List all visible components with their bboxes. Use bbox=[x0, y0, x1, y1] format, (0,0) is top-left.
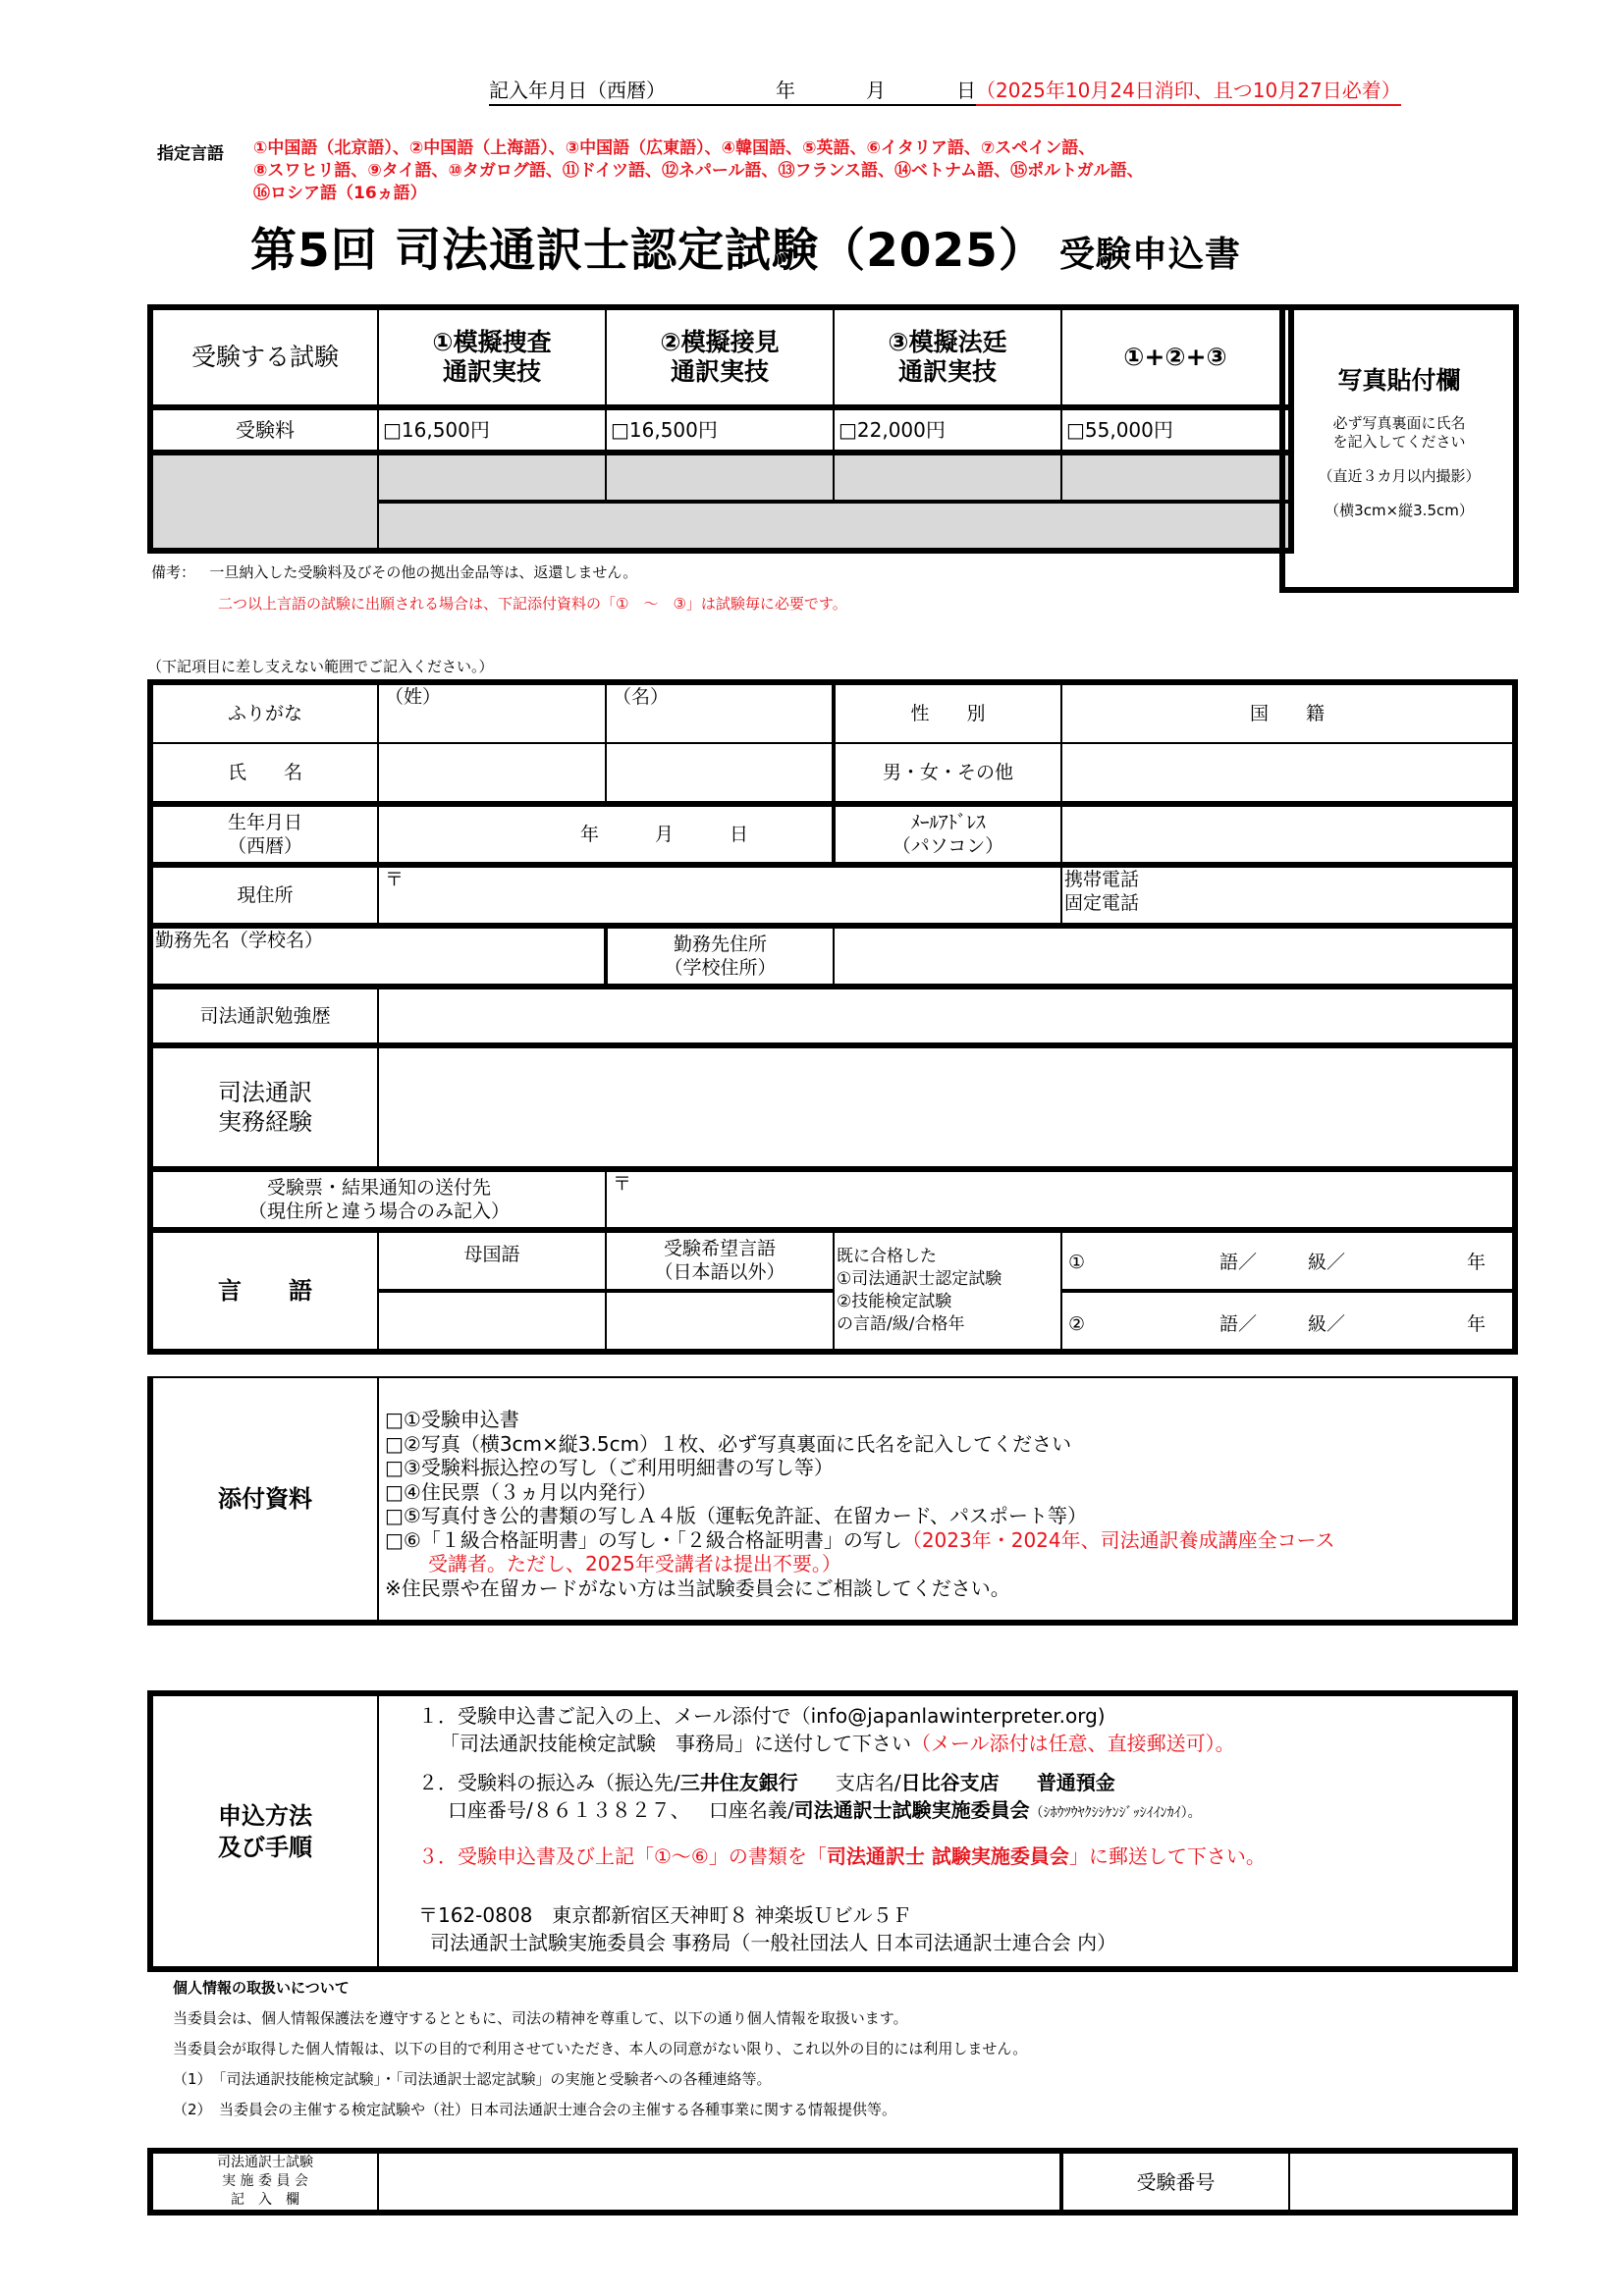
experience-field[interactable] bbox=[378, 1045, 1515, 1169]
entry-date-field[interactable] bbox=[489, 79, 976, 106]
step-3-text-end: 」に郵送して下さい。 bbox=[1068, 1844, 1266, 1868]
phone-field[interactable] bbox=[1061, 865, 1515, 926]
fee-checkbox-1[interactable]: □16,500円 bbox=[378, 407, 606, 453]
passed-row-year: 年 bbox=[1467, 1313, 1487, 1335]
exam-gray-cell bbox=[834, 453, 1061, 502]
email-label bbox=[834, 804, 1061, 865]
branch-label: 支店名/ bbox=[835, 1771, 901, 1794]
email-field[interactable] bbox=[1061, 804, 1515, 865]
employer-label: 勤務先名（学校名） bbox=[155, 930, 324, 951]
account-name: 司法通訳士試験実施委員会 bbox=[793, 1798, 1030, 1822]
office-label-line3: 記 入 欄 bbox=[231, 2192, 299, 2208]
exam-option-3-line1: ③模擬法廷 bbox=[888, 328, 1007, 356]
gender-label: 性 別 bbox=[834, 682, 1061, 743]
procedure-label-line1: 申込方法 bbox=[218, 1801, 312, 1830]
attachment-6-red-note-cont: 受講者。ただし、2025年受講者は提出不要。） bbox=[428, 1552, 841, 1575]
step-1-line1: １．受験申込書ご記入の上、メール添付で（info@japanlawinterpreter.org) bbox=[418, 1704, 1106, 1728]
entry-year-label: 年 bbox=[776, 79, 795, 102]
bank-name: 三井住友銀行 bbox=[679, 1771, 798, 1794]
exam-option-3[interactable] bbox=[834, 307, 1061, 407]
step-2-text: ２．受験料の振込み（振込先/ bbox=[418, 1771, 680, 1794]
address-label: 現住所 bbox=[150, 865, 378, 926]
employer-address-label-line1: 勤務先住所 bbox=[673, 934, 767, 955]
exam-gray-cell bbox=[378, 453, 606, 502]
exam-option-3-line2: 通訳実技 bbox=[897, 357, 997, 386]
furigana-surname-field[interactable] bbox=[378, 682, 606, 743]
passed-exam-row-2[interactable] bbox=[1061, 1291, 1515, 1352]
study-history-field[interactable] bbox=[378, 987, 1515, 1045]
passed-exams-label bbox=[834, 1230, 1061, 1352]
mailing-address-field[interactable] bbox=[606, 1169, 1515, 1230]
exam-option-all[interactable] bbox=[1061, 307, 1291, 407]
passed-row-grade: 級／ bbox=[1308, 1252, 1346, 1273]
exam-number-label: 受験番号 bbox=[1061, 2151, 1289, 2213]
exam-selection-table bbox=[147, 304, 1294, 554]
designated-languages-label: 指定言語 bbox=[157, 144, 224, 164]
attachments-list bbox=[378, 1377, 1515, 1623]
desired-language-line1: 受験希望言語 bbox=[663, 1238, 776, 1259]
attachment-checkbox-3[interactable]: □③受験料振込控の写し（ご利用明細書の写し等） bbox=[385, 1456, 834, 1479]
designated-languages-line: ①中国語（北京語）、②中国語（上海語）、③中国語（広東語）、④韓国語、⑤英語、⑥イタリア語、⑦スペイン語、 bbox=[253, 138, 1096, 158]
office-label-line1: 司法通訳士試験 bbox=[217, 2155, 313, 2170]
language-label: 言 語 bbox=[150, 1230, 378, 1352]
exam-option-2[interactable] bbox=[606, 307, 834, 407]
native-language-field[interactable] bbox=[378, 1291, 606, 1352]
fill-note: （下記項目に差し支えない範囲でご記入ください。） bbox=[147, 658, 494, 675]
employer-address-label bbox=[606, 926, 834, 987]
passed-row-grade: 級／ bbox=[1308, 1313, 1346, 1335]
passed-row-year: 年 bbox=[1467, 1252, 1487, 1273]
exam-option-1[interactable] bbox=[378, 307, 606, 407]
birthdate-label-line2: （西暦） bbox=[227, 835, 302, 857]
exam-gray-cell bbox=[378, 502, 1291, 551]
fee-checkbox-2[interactable]: □16,500円 bbox=[606, 407, 834, 453]
account-kana: （ｼﾎｳﾂｳﾔｸｼｼｹﾝｼﾞｯｼｲｲﾝｶｲ）。 bbox=[1029, 1805, 1202, 1821]
privacy-section bbox=[173, 1973, 1027, 2125]
experience-label bbox=[150, 1045, 378, 1169]
attachment-6-text: □⑥「１級合格証明書」の写し・「２級合格証明書」の写し bbox=[385, 1527, 902, 1552]
page-title-main: 第5回 司法通訳士認定試験（2025） bbox=[250, 224, 1046, 278]
mailing-label-line2: （現住所と違う場合のみ記入） bbox=[247, 1201, 510, 1222]
step-3-text: ３．受験申込書及び上記「①～⑥」の書類を「 bbox=[418, 1844, 827, 1868]
attachments-label: 添付資料 bbox=[150, 1377, 378, 1623]
entry-month-label: 月 bbox=[866, 79, 886, 102]
passed-exam-row-1[interactable] bbox=[1061, 1230, 1515, 1291]
branch-name: 日比谷支店 bbox=[900, 1771, 1000, 1794]
page-title bbox=[250, 214, 1241, 280]
privacy-item: （1） 「司法通訳技能検定試験」・「司法通訳士認定試験」の実施と受験者への各種連絡等。 bbox=[173, 2070, 772, 2088]
exam-option-2-line1: ②模擬接見 bbox=[660, 328, 780, 356]
procedure-table bbox=[147, 1690, 1518, 1972]
desired-language-line2: （日本語以外） bbox=[654, 1261, 785, 1283]
office-use-field bbox=[378, 2151, 1061, 2213]
privacy-item: （2） 当委員会の主催する検定試験や（社）日本司法通訳士連合会の主催する各種事業に関する情報提供等。 bbox=[173, 2101, 897, 2118]
postal-mark: 〒 bbox=[385, 869, 405, 890]
step-3-committee: 司法通訳士 試験実施委員会 bbox=[826, 1844, 1069, 1868]
exam-gray-cell bbox=[1061, 453, 1291, 502]
fee-row-label: 受験料 bbox=[150, 407, 378, 453]
procedure-label-line2: 及び手順 bbox=[218, 1833, 312, 1861]
desired-language-field[interactable] bbox=[606, 1291, 834, 1352]
entry-date-line bbox=[489, 79, 1401, 106]
procedure-steps bbox=[378, 1693, 1515, 1969]
photo-note: 必ず写真裏面に氏名 bbox=[1332, 414, 1466, 432]
passed-label-line: ②技能検定試験 bbox=[837, 1292, 952, 1311]
exam-option-all-line1: ①+②+③ bbox=[1123, 343, 1227, 371]
exam-gray-cell bbox=[150, 453, 378, 551]
account-number: 口座番号/８６１３８２７、 bbox=[448, 1798, 690, 1822]
step-1-text: 「司法通訳技能検定試験 事務局」に送付して下さい bbox=[440, 1732, 911, 1755]
nationality-label: 国 籍 bbox=[1061, 682, 1515, 743]
applicant-info-table bbox=[147, 679, 1518, 1355]
designated-languages-list bbox=[253, 137, 1144, 205]
passed-row-number: ② bbox=[1068, 1313, 1086, 1335]
exam-gray-cell bbox=[606, 453, 834, 502]
attachment-checkbox-2[interactable]: □②写真（横3cm×縦3.5cm）１枚、必ず写真裏面に氏名を記入してください bbox=[385, 1431, 1072, 1456]
passed-label-line: 既に合格した bbox=[837, 1247, 937, 1266]
photo-note: （横3cm×縦3.5cm） bbox=[1325, 502, 1474, 519]
remarks bbox=[151, 562, 637, 582]
exam-number-field bbox=[1289, 2151, 1515, 2213]
office-use-label bbox=[150, 2151, 378, 2213]
step-1-line2 bbox=[418, 1730, 1512, 1757]
name-label: 氏 名 bbox=[150, 743, 378, 804]
attachment-checkbox-6[interactable] bbox=[385, 1528, 1512, 1553]
nationality-field[interactable] bbox=[1061, 743, 1515, 804]
photo-note: を記入してください bbox=[1332, 433, 1466, 451]
passed-row-number: ① bbox=[1068, 1252, 1086, 1273]
employer-address-field[interactable] bbox=[834, 926, 1515, 987]
step-1-red-note: （メール添付は任意、直接郵送可）。 bbox=[911, 1732, 1235, 1755]
procedure-label bbox=[150, 1693, 378, 1969]
passed-label-line: の言語/級/合格年 bbox=[837, 1314, 965, 1334]
attachments-table bbox=[147, 1376, 1518, 1626]
step-2-line2 bbox=[418, 1796, 1512, 1827]
surname-hint: （姓） bbox=[385, 686, 442, 708]
entry-date-label: 記入年月日（西暦） bbox=[489, 79, 666, 102]
designated-languages-line: ⑧スワヒリ語、⑨タイ語、⑩タガログ語、⑪ドイツ語、⑫ネパール語、⑬フランス語、⑭ベトナム語、⑮ポルトガル語、 bbox=[253, 161, 1144, 181]
mailing-address-label bbox=[150, 1169, 606, 1230]
remarks-label: 備考： bbox=[151, 563, 196, 581]
exam-row-label: 受験する試験 bbox=[150, 307, 378, 407]
entry-day-label: 日 bbox=[956, 79, 976, 102]
experience-label-line1: 司法通訳 bbox=[218, 1079, 312, 1106]
gender-options[interactable]: 男・女・その他 bbox=[834, 743, 1061, 804]
passed-row-language: 語／ bbox=[1219, 1252, 1258, 1273]
birthdate-label bbox=[150, 804, 378, 865]
study-history-label: 司法通訳勉強歴 bbox=[150, 987, 378, 1045]
email-label-line1: ﾒｰﾙｱﾄﾞﾚｽ bbox=[910, 812, 986, 833]
native-language-label: 母国語 bbox=[378, 1230, 606, 1291]
birthdate-fill: 年 月 日 bbox=[579, 824, 748, 845]
email-label-line2: （パソコン） bbox=[892, 835, 1004, 857]
account-name-label: 口座名義/ bbox=[708, 1798, 794, 1822]
mailing-address-line1: 〒162-0808 東京都新宿区天神町８ 神楽坂Ｕビル５Ｆ bbox=[418, 1903, 912, 1927]
privacy-paragraph: 当委員会は、個人情報保護法を遵守するとともに、司法の精神を尊重して、以下の通り個人情報を取扱います。 bbox=[173, 2009, 908, 2027]
page-title-sub: 受験申込書 bbox=[1058, 235, 1241, 275]
given-name-hint: （名） bbox=[613, 686, 670, 708]
surname-field[interactable] bbox=[378, 743, 606, 804]
attachment-checkbox-5[interactable]: □⑤写真付き公的書類の写しＡ４版（運転免許証、在留カード、パスポート等） bbox=[385, 1504, 1088, 1527]
attachment-checkbox-1[interactable]: □①受験申込書 bbox=[385, 1408, 519, 1431]
furigana-given-field[interactable] bbox=[606, 682, 834, 743]
desired-language-label bbox=[606, 1230, 834, 1291]
birthdate-field[interactable] bbox=[378, 804, 834, 865]
passed-label-line: ①司法通訳士認定試験 bbox=[837, 1269, 1002, 1289]
fee-checkbox-all[interactable]: □55,000円 bbox=[1061, 407, 1291, 453]
photo-note: （直近３カ月以内撮影） bbox=[1318, 467, 1481, 485]
experience-label-line2: 実務経験 bbox=[218, 1108, 312, 1136]
account-type: 普通預金 bbox=[1036, 1771, 1115, 1794]
mailing-label-line1: 受験票・結果通知の送付先 bbox=[266, 1177, 491, 1199]
address-field[interactable] bbox=[378, 865, 1061, 926]
furigana-label: ふりがな bbox=[150, 682, 378, 743]
fee-checkbox-3[interactable]: □22,000円 bbox=[834, 407, 1061, 453]
given-name-field[interactable] bbox=[606, 743, 834, 804]
deadline-note: （2025年10月24日消印、且つ10月27日必着） bbox=[976, 79, 1401, 106]
photo-attachment-box[interactable] bbox=[1279, 304, 1519, 593]
mailing-address-line2: 司法通訳士試験実施委員会 事務局（一般社団法人 日本司法通訳士連合会 内） bbox=[430, 1931, 1117, 1954]
employer-field[interactable] bbox=[150, 926, 606, 987]
attachment-6-red-note: （2023年・2024年、司法通訳養成講座全コース bbox=[901, 1527, 1335, 1552]
office-use-table bbox=[147, 2148, 1518, 2216]
remarks-red-text: 二つ以上言語の試験に出願される場合は、下記添付資料の「① ～ ③」は試験毎に必要です。 bbox=[218, 595, 847, 613]
designated-languages-line: ⑯ロシア語（16ヵ語） bbox=[253, 184, 427, 203]
landline-label: 固定電話 bbox=[1064, 892, 1140, 914]
mobile-phone-label: 携帯電話 bbox=[1064, 869, 1140, 890]
exam-option-2-line2: 通訳実技 bbox=[670, 357, 769, 386]
privacy-paragraph: 当委員会が取得した個人情報は、以下の目的で利用させていただき、本人の同意がない限り、これ以外の目的には利用しません。 bbox=[173, 2040, 1028, 2057]
exam-option-1-line2: 通訳実技 bbox=[442, 357, 541, 386]
attachments-note: ※住民票や在留カードがない方は当試験委員会にご相談してください。 bbox=[385, 1575, 1010, 1600]
privacy-heading: 個人情報の取扱いについて bbox=[173, 1979, 350, 1997]
remarks-text: 一旦納入した受験料及びその他の拠出金品等は、返還しません。 bbox=[209, 563, 638, 581]
photo-box-title: 写真貼付欄 bbox=[1337, 366, 1461, 395]
employer-address-label-line2: （学校住所） bbox=[664, 957, 777, 979]
birthdate-label-line1: 生年月日 bbox=[227, 812, 302, 833]
office-label-line2: 実 施 委 員 会 bbox=[222, 2173, 308, 2189]
mailing-postal-mark: 〒 bbox=[613, 1173, 632, 1195]
step-2-line1 bbox=[418, 1769, 1512, 1796]
passed-row-language: 語／ bbox=[1219, 1313, 1258, 1335]
exam-option-1-line1: ①模擬捜査 bbox=[432, 328, 552, 356]
step-3 bbox=[418, 1842, 1512, 1870]
attachment-checkbox-4[interactable]: □④住民票（３ヵ月以内発行） bbox=[385, 1479, 657, 1504]
